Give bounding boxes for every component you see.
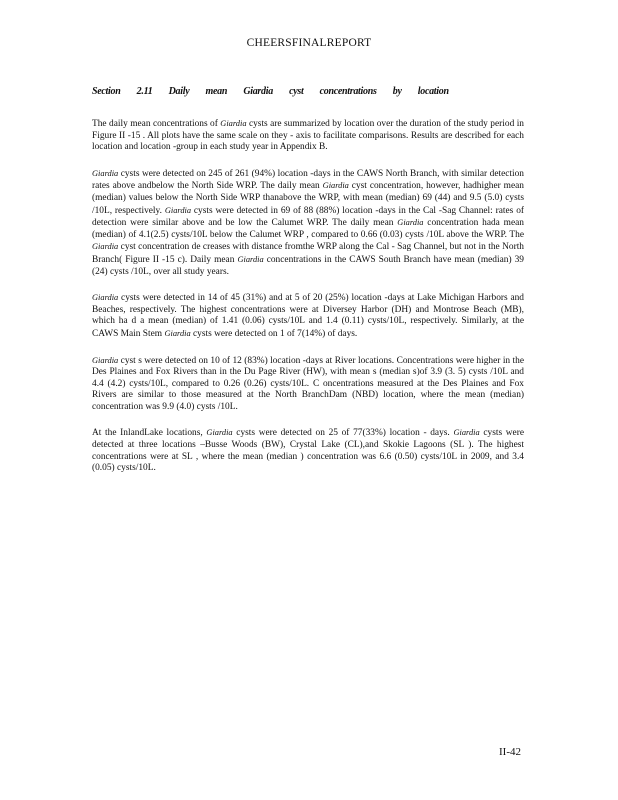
paragraph-text: concentration hada mean (median) of 4.1(2.5) cysts/10L below the Calumet WRP , compared to 0.66 (0.03) cysts /10L above the WRP. The: [92, 218, 524, 240]
section-heading: [92, 86, 452, 97]
paragraph-text: cyst concentration de creases with distance fromthe WRP along the Cal - Sag Channel, but not in the North Branch( Figure II -15 c). Daily mean: [92, 242, 524, 265]
organism-name: Giardia: [206, 428, 233, 438]
organism-name: Giardia: [164, 205, 192, 215]
organism-name: Giardia: [220, 119, 247, 128]
paragraph: [92, 427, 524, 474]
section-title: Daily mean Giardia cyst concentrations by location: [168, 86, 449, 97]
paragraph-text: cysts are summarized by location over the duration of the study period in Figure II -15 . All plots have the same scale on they - axis to facilitate comparisons. Results are described for each location and location -group in each study year in Appendix B.: [92, 119, 524, 153]
organism-name: Giardia: [164, 328, 191, 338]
organism-name: Giardia: [92, 242, 119, 252]
paragraph-text: cysts were detected on 245 of 261 (94%) location -days in the CAWS North Branch, with similar detection rates above andbelow the North Side WRP. The daily mean: [92, 168, 524, 192]
page-number: II-42: [499, 746, 521, 758]
organism-name: Giardia: [397, 218, 424, 228]
organism-name: Giardia: [453, 428, 480, 438]
section-number: 2.11: [136, 86, 153, 97]
paragraph-text: cysts were detected in 14 of 45 (31%) and at 5 of 20 (25%) location -days at Lake Michigan Harbors and Beaches, respectively. The highest concentrations were at Diversey Harbor (DH) and Montrose Beach (MB), which ha d a mean (median) of 1.41 (0.06) cysts/10L and 1.4 (0.11) cysts/10L, respectively. Similarly, at the CAWS Main Stem: [92, 293, 524, 339]
organism-name: Giardia: [92, 355, 119, 365]
report-header: CHEERSFINALREPORT: [246, 37, 372, 49]
paragraph-text: cysts were detected at three locations –Busse Woods (BW), Crystal Lake (CL),and Skokie Lagoons (SL ). The highest concentrations were at SL , where the mean (median ) concentration was 6.6 (0.50) cysts/10L in 2009, and 3.4 (0.05) cysts/10L.: [92, 428, 524, 474]
organism-name: Giardia: [237, 254, 264, 264]
paragraph: [92, 168, 524, 278]
organism-name: Giardia: [92, 168, 119, 178]
paragraph-text: The daily mean concentrations of: [92, 119, 221, 129]
paragraph-text: concentrations in the CAWS South Branch have mean (median) 39 (24) cysts /10L, over all study years.: [92, 254, 524, 277]
paragraph-text: cyst concentration, however, hadhigher mean (median) values below the North Side WRP thanabove the WRP, with mean (median) 69 (44) and 9.5 (5.0) cysts /10L, respectively.: [92, 181, 524, 216]
paragraph: [92, 355, 524, 414]
organism-name: Giardia: [92, 293, 119, 303]
paragraph-text: cyst s were detected on 10 of 12 (83%) location -days at River locations. Concentrations were higher in the Des Plaines and Fox Rivers than in the Du Page River (HW), with mean s (median s)of 3.9 (3. 5) cysts /10L and 4.4 (4.2) cysts/10L, compared to 0.26 (0.26) cysts/10L. C oncentrations measured at the Des Plaines and Fox Rivers are similar to those measured at the North BranchDam (NBD) location, where the mean (median) concentration was 9.9 (4.0) cysts /10L.: [92, 355, 524, 412]
paragraph: [92, 292, 524, 340]
paragraph-text: cysts were detected on 1 of 7(14%) of days.: [190, 328, 358, 339]
body-text: [92, 118, 524, 489]
paragraph: [92, 118, 524, 154]
paragraph-text: cysts were detected on 25 of 77(33%) location - days.: [232, 428, 454, 439]
section-label: Section: [92, 86, 121, 97]
paragraph-text: At the InlandLake locations,: [92, 428, 207, 439]
organism-name: Giardia: [322, 181, 349, 191]
paragraph-text: cysts were detected in 69 of 88 (88%) location -days in the Cal -Sag Channel: rates of detection were similar above and be low the Calumet WRP. The daily mean: [92, 205, 525, 229]
